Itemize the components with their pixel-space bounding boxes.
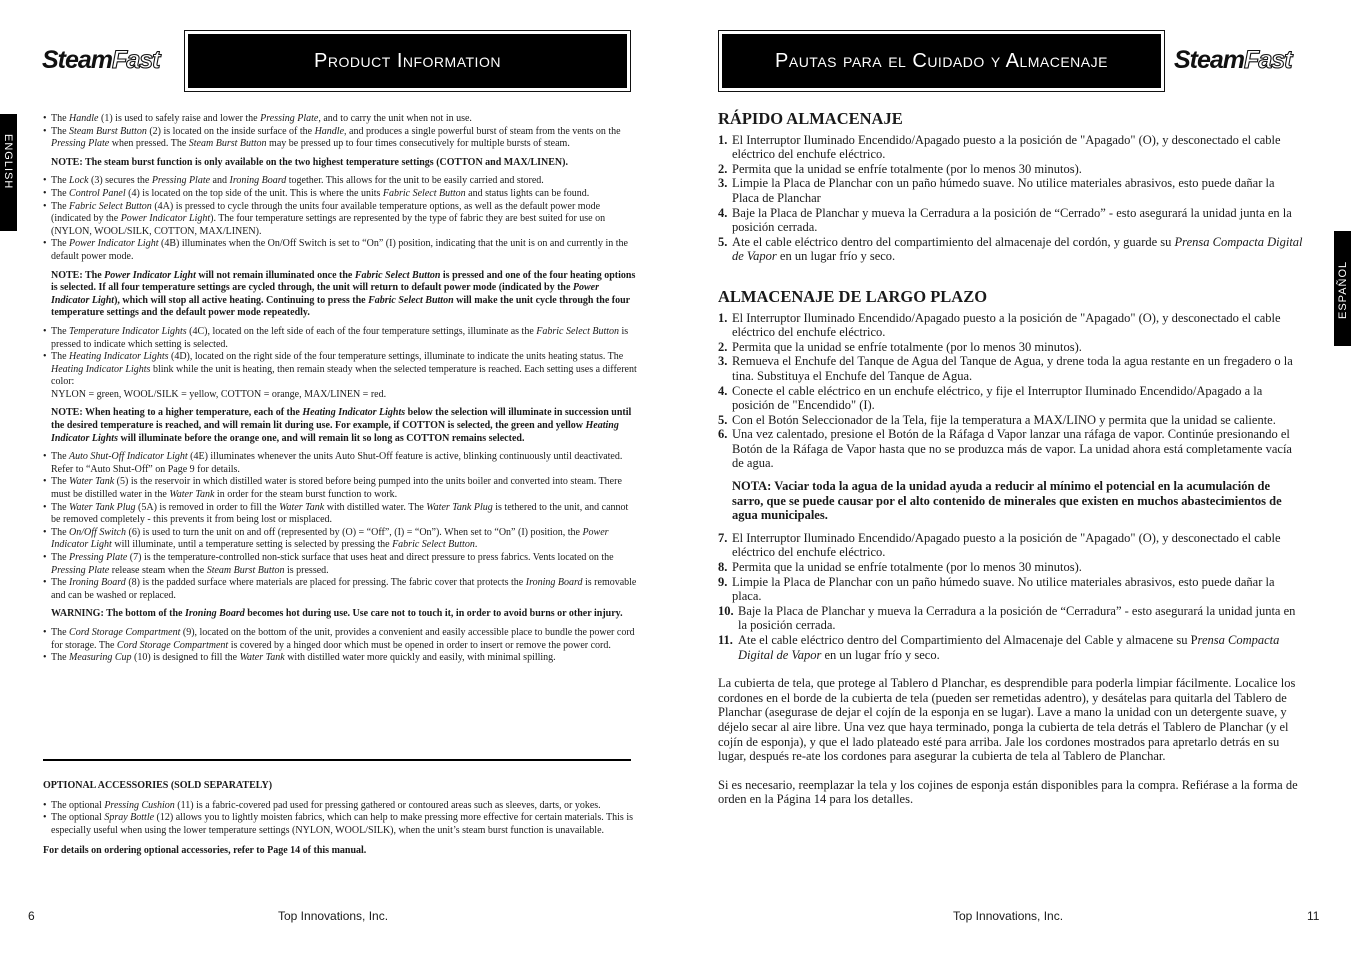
step-item	[718, 531, 1303, 560]
note-power-indicator: NOTE: The Power Indicator Light will not remain illuminated once the Fabric Select Button is pressed and one of the four heating options is selected. If all four temperature settings are cycled through, the unit will return to default power mode (indicated by the Power Indicator Light), which will stop all active heating. Continuing to press the Fabric Select Button will make the unit cycle through the four temperature settings and the default power mode repeatedly.	[51, 269, 636, 319]
list-item: • The Power Indicator Light (4B) illuminates when the On/Off Switch is set to “On” (I) position, indicating that the unit is on and currently in the default power mode.	[43, 238, 637, 263]
list-item: • The Pressing Plate (7) is the temperature-controlled non-stick surface that uses heat and direct pressure to press fabrics. Vents located on the Pressing Plate release steam when the Steam Burst Button is pressed.	[43, 552, 637, 577]
right-page	[676, 0, 1351, 954]
page-number-right: 11	[1307, 909, 1320, 923]
step-text: Limpie la Placa de Planchar con un paño húmedo suave. No utilice materiales abrasivos, esto puede dañar la Placa de Planchar	[732, 176, 1275, 205]
feature-list-d	[43, 451, 637, 602]
step-item	[718, 206, 1303, 235]
page-title: Product Information	[314, 50, 501, 72]
step-text: Baje la Placa de Planchar y mueva la Cerradura a la posición de “Cerradura” - esto asegurará la unidad junta en la posición cerrada.	[738, 603, 1296, 633]
step-number: 3.	[718, 176, 728, 191]
step-item	[718, 575, 1303, 604]
step-number: 11.	[718, 633, 733, 647]
list-item: • The Handle (1) is used to safely raise and lower the Pressing Plate, and to carry the unit when not in use.	[43, 113, 637, 126]
list-item: • The Fabric Select Button (4A) is pressed to cycle through the units four available temperature options, as well as the default power mode (indicated by the Power Indicator Light). The four temperature settings are represented by the type of fabric they are best suited for use on (NYLON, WOOL/SILK, COTTON, MAX/LINEN).	[43, 201, 637, 239]
note-steam-burst: NOTE: The steam burst function is only available on the two highest temperature settings (COTTON and MAX/LINEN).	[51, 156, 568, 168]
step-text: Una vez calentado, presione el Botón de la Ráfaga d Vapor lanzar una ráfaga de vapor. Continúe presionando el Botón de la Ráfaga de Vapor hasta que no se produzca más de vapor. La unidad ahora está completamente vacía de agua.	[732, 427, 1292, 471]
accessories-title: OPTIONAL ACCESSORIES (SOLD SEPARATELY)	[43, 780, 273, 791]
list-item: • The optional Spray Bottle (12) allows you to lightly moisten fabrics, which can help to make pressing more effective for certain materials. This is especially useful when using the lower temperature settings (NYLON, WOOL/SILK), when the unit’s steam burst function is unavailable.	[43, 812, 637, 837]
page-title-box	[184, 30, 631, 92]
step-number: 1.	[718, 132, 728, 147]
step-number: 6.	[718, 427, 728, 442]
step-item	[718, 176, 1303, 205]
list-item: • The Auto Shut-Off Indicator Light (4E) illuminates whenever the units Auto Shut-Off feature is active, blinking continuously until deactivated. Refer to “Auto Shut-Off” on Page 9 for details.	[43, 451, 637, 476]
step-text: Permita que la unidad se enfríe totalmente (por lo menos 30 minutos).	[732, 339, 1082, 354]
footer-company-left: Top Innovations, Inc.	[278, 909, 389, 923]
long-term-steps-a	[718, 311, 1303, 472]
quick-storage-steps	[718, 133, 1303, 264]
list-item: • The Temperature Indicator Lights (4C), located on the left side of each of the four temperature settings, illuminate as the Fabric Select Button is pressed to indicate which setting is selected.	[43, 326, 637, 351]
step-item	[718, 311, 1303, 340]
accessories-list	[43, 800, 637, 838]
step-number: 4.	[718, 205, 728, 220]
page-title-box-es	[718, 30, 1165, 92]
feature-list-b	[43, 175, 637, 263]
list-item: • The Water Tank Plug (5A) is removed in order to fill the Water Tank with distilled water. The Water Tank Plug is tethered to the unit, and cannot be removed completely - this prevents it from being lost or misplaced.	[43, 502, 637, 527]
page-title-es: Pautas para el Cuidado y Almacenaje	[775, 50, 1108, 72]
page-number-left: 6	[28, 909, 35, 923]
step-text: Ate el cable eléctrico dentro del Compartimiento del Almacenaje del Cable y almacene su Prensa Compacta Digital de Vapor en un lugar frío y seco.	[738, 633, 1280, 662]
heading-long-term-storage: ALMACENAJE DE LARGO PLAZO	[718, 286, 988, 306]
long-term-steps-b	[718, 531, 1303, 662]
step-number: 9.	[718, 574, 728, 589]
list-item: • The Cord Storage Compartment (9), located on the bottom of the unit, provides a convenient and easily accessible place to bundle the power cord for storage. The Cord Storage Compartment is covered by a hinged door which must be opened in order to insert or remove the power cord.	[43, 627, 637, 652]
product-info-content	[43, 113, 637, 665]
step-text: Con el Botón Seleccionador de la Tela, fije la temperatura a MAX/LINO y permita que la unidad se caliente.	[732, 412, 1276, 427]
footer-company-right: Top Innovations, Inc.	[953, 909, 1064, 923]
step-text: El Interruptor Iluminado Encendido/Apagado puesto a la posición de "Apagado" (O), y desconectado el cable eléctrico del enchufe eléctrico.	[732, 310, 1281, 340]
step-number: 2.	[718, 339, 728, 354]
step-text: Permita que la unidad se enfríe totalmente (por lo menos 30 minutos).	[732, 161, 1082, 176]
step-text: Limpie la Placa de Planchar con un paño húmedo suave. No utilice materiales abrasivos, esto puede dañar la placa.	[732, 574, 1275, 604]
step-number: 4.	[718, 383, 728, 398]
warning-ironing-board: WARNING: The bottom of the Ironing Board becomes hot during use. Use care not to touch it, in order to avoid burns or other injury.	[51, 608, 623, 620]
heading-quick-storage: RÁPIDO ALMACENAJE	[718, 109, 903, 128]
list-item: • The Ironing Board (8) is the padded surface where materials are placed for pressing. The fabric cover that protects the Ironing Board is removable and can be washed or replaced.	[43, 577, 637, 602]
step-item	[718, 604, 1303, 633]
cover-care-paragraph: La cubierta de tela, que protege al Tablero d Planchar, es desprendible para poderla limpiar fácilmente. Localice los cordones en el borde de la cubierta de tela (pueden ser remetidas adentro), y desátelas para quitarla del Tablero de Planchar (asegurase de dejar el cojín de la esponja en se lugar). Lave a mano la unidad con un detergente suave, y déjelo secar al aire libre. Una vez que haya terminado, ponga la cubierta de tela detrás el Tablero de Planchar (y el cojín de esponja), y que el lado plateado esté para arriba. Jale los cordones mostrados para apretarlo detrás en su lugar, después re-ate los cordones para asegurar la cubierta de tela al Tablero de Planchar.	[718, 676, 1296, 764]
step-item	[718, 413, 1303, 428]
step-item	[718, 354, 1303, 383]
step-number: 5.	[718, 412, 728, 427]
list-item: • The Measuring Cup (10) is designed to fill the Water Tank with distilled water more quickly and easily, with minimal spilling.	[43, 652, 637, 665]
step-text: Ate el cable eléctrico dentro del compartimiento del almacenaje del cordón, y guarde su Prensa Compacta Digital de Vapor en un lugar frío y seco.	[732, 234, 1303, 264]
section-divider	[43, 759, 631, 761]
step-item	[718, 340, 1303, 355]
step-text: El Interruptor Iluminado Encendido/Apagado puesto a la posición de "Apagado" (O), y desconectado el cable eléctrico del enchufe eléctrico.	[732, 530, 1281, 560]
feature-list-a	[43, 113, 637, 151]
step-item	[718, 133, 1303, 162]
step-number: 5.	[718, 234, 728, 249]
list-item: • The Lock (3) secures the Pressing Plate and Ironing Board together. This allows for the unit to be easily carried and stored.	[43, 175, 637, 188]
list-item: • The Water Tank (5) is the reservoir in which distilled water is stored before being pumped into the units boiler and converted into steam. There must be distilled water in the Water Tank in order for the steam burst function to work.	[43, 476, 637, 501]
steamfast-logo: SteamFast	[42, 46, 160, 74]
list-item: • The Control Panel (4) is located on the top side of the unit. This is where the units Fabric Select Button and status lights can be found.	[43, 188, 637, 201]
step-item	[718, 235, 1303, 264]
step-item	[718, 633, 1303, 662]
feature-list-c	[43, 326, 637, 389]
step-number: 3.	[718, 354, 728, 369]
language-tab-espanol: ESPAÑOL	[1334, 231, 1351, 346]
storage-content	[718, 109, 1303, 821]
list-item: • The optional Pressing Cushion (11) is a fabric-covered pad used for pressing gathered or contoured areas such as sleeves, darts, or yokes.	[43, 800, 637, 813]
step-number: 7.	[718, 530, 728, 545]
list-item: • The On/Off Switch (6) is used to turn the unit on and off (represented by (O) = “Off”, (I) = “On”). When set to “On” (I) position, the Power Indicator Light will illuminate, until a temperature setting is selected by pressing the Fabric Select Button.	[43, 527, 637, 552]
note-heating: NOTE: When heating to a higher temperature, each of the Heating Indicator Lights below the selection will illuminate in succession until the desired temperature is reached, and will remain lit during use. For example, if COTTON is selected, the green and yellow Heating Indicator Lights will illuminate before the orange one, and will remain lit so long as COTTON remains selected.	[51, 407, 632, 444]
color-legend: NYLON = green, WOOL/SILK = yellow, COTTON = orange, MAX/LINEN = red.	[51, 388, 387, 400]
left-page	[0, 0, 675, 954]
accessories-section	[43, 780, 637, 858]
step-text: Conecte el cable eléctrico en un enchufe eléctrico, y fije el Interruptor Iluminado Encendido/Apagado a la posición de "Encendido" (I).	[732, 383, 1263, 413]
step-text: Permita que la unidad se enfríe totalmente (por lo menos 30 minutos).	[732, 560, 1082, 575]
step-item	[718, 427, 1303, 471]
list-item: • The Steam Burst Button (2) is located on the inside surface of the Handle, and produces a single powerful burst of steam from the vents on the Pressing Plate when pressed. The Steam Burst Button may be pressed up to four times consecutively for multiple bursts of steam.	[43, 126, 637, 151]
step-item	[718, 384, 1303, 413]
step-number: 10.	[718, 603, 734, 618]
step-number: 2.	[718, 161, 728, 176]
accessories-reference: For details on ordering optional accessories, refer to Page 14 of this manual.	[43, 845, 367, 857]
replacement-paragraph: Si es necesario, reemplazar la tela y los cojines de esponja están disponibles para la compra. Refiérase a la forma de orden en la Página 14 para los detalles.	[718, 777, 1298, 807]
step-text: Baje la Placa de Planchar y mueva la Cerradura a la posición de “Cerrado” - esto asegurará la unidad junta en la posición cerrada.	[732, 205, 1292, 235]
step-item	[718, 162, 1303, 177]
note-drain-water: NOTA: Vaciar toda la agua de la unidad ayuda a reducir al mínimo el potencial en la acumulación de sarro, que se puede causar por el alto contenido de minerales que existen en muchos abastecimientos de agua municipales.	[732, 479, 1282, 523]
feature-list-e	[43, 627, 637, 665]
language-tab-english: ENGLISH	[0, 114, 17, 231]
steamfast-logo: SteamFast	[1174, 46, 1292, 74]
step-text: Remueva el Enchufe del Tanque de Agua del Tanque de Agua, y drene toda la agua restante en un fregadero o la tina. Substituya el Enchufe del Tanque de Agua.	[732, 354, 1293, 383]
list-item: • The Heating Indicator Lights (4D), located on the right side of the four temperature settings, illuminate to indicate the units heating status. The Heating Indicator Lights blink while the unit is heating, then remain steady when the selected temperature is reached. Each setting uses a different color:	[43, 351, 637, 389]
step-text: El Interruptor Iluminado Encendido/Apagado puesto a la posición de "Apagado" (O), y desconectado el cable eléctrico del enchufe eléctrico.	[732, 132, 1281, 162]
step-item	[718, 560, 1303, 575]
step-number: 8.	[718, 560, 728, 575]
step-number: 1.	[718, 310, 728, 325]
